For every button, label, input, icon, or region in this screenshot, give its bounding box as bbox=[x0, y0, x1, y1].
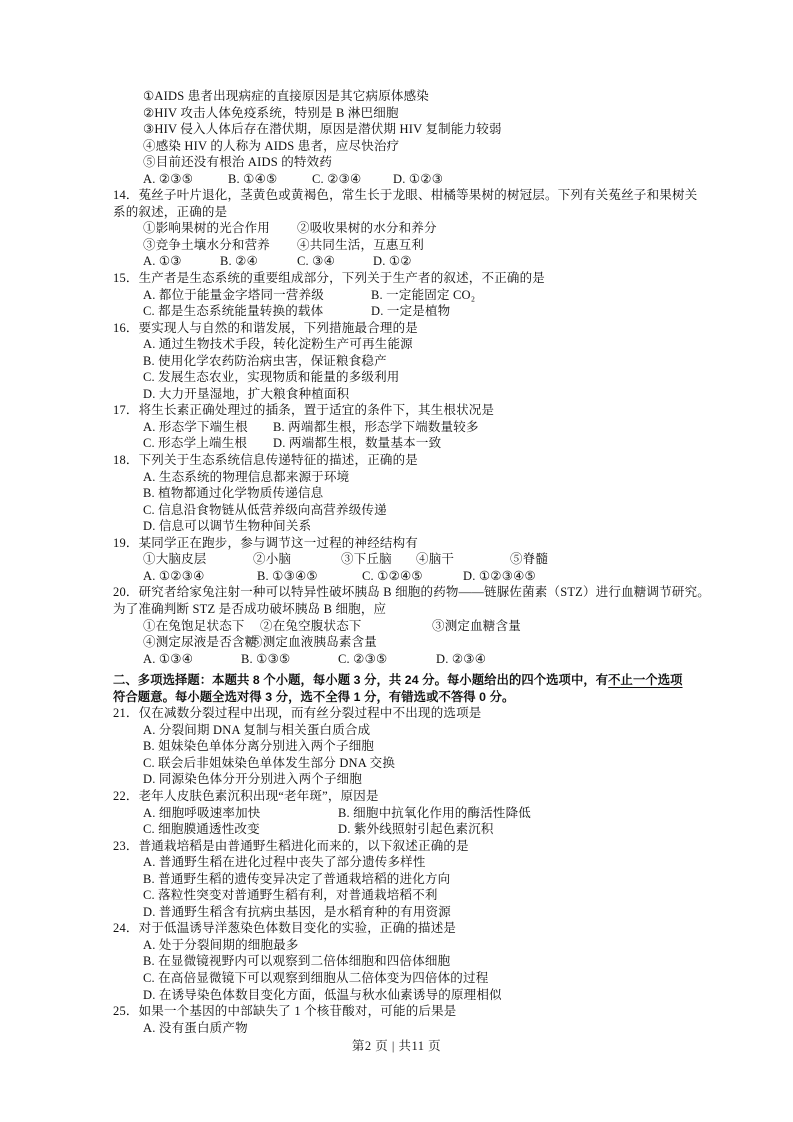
option-cell: ②小脑 bbox=[253, 552, 292, 567]
option-cell: ④共同生活，互惠互利 bbox=[297, 237, 425, 252]
text-segment: B. 植物都通过化学物质传递信息 bbox=[143, 486, 324, 501]
text-segment: ④感染 HIV 的人称为 AIDS 患者，应尽快治疗 bbox=[143, 138, 400, 153]
option-cell: C. 形态学上端生根 bbox=[143, 436, 248, 451]
question-23 bbox=[113, 838, 698, 921]
text-line bbox=[113, 689, 698, 706]
option-cell: A. ①③ bbox=[143, 254, 182, 269]
text-line bbox=[113, 634, 698, 651]
text-line bbox=[113, 121, 698, 138]
text-segment: 22．老年人皮肤色素沉积出现“老年斑”，原因是 bbox=[113, 788, 379, 803]
text-line bbox=[113, 469, 698, 486]
text-segment: D. 在诱导染色体数目变化方面，低温与秋水仙素诱导的原理相似 bbox=[143, 987, 502, 1002]
question-24 bbox=[113, 920, 698, 1003]
option-cell: D. ①②③ bbox=[393, 171, 444, 186]
option-cell: A. ①③④ bbox=[143, 651, 194, 666]
option-cell: C. ②③④ bbox=[312, 171, 362, 186]
text-segment: A. 分裂间期 DNA 复制与相关蛋白质合成 bbox=[143, 722, 371, 737]
option-cell: ①在兔饱足状态下 bbox=[143, 618, 245, 633]
text-line bbox=[113, 584, 711, 601]
text-line bbox=[113, 171, 698, 188]
text-segment: 23．普通栽培稻是由普通野生稻进化而来的，以下叙述正确的是 bbox=[113, 838, 469, 853]
text-line bbox=[113, 518, 698, 535]
option-cell: ⑤脊髓 bbox=[510, 552, 549, 567]
text-line bbox=[113, 821, 698, 838]
text-segment: C. 落粒性突变对普通野生稻有利，对普通栽培稻不利 bbox=[143, 888, 438, 903]
question-21 bbox=[113, 705, 698, 788]
option-cell: B. 一定能固定 CO₂ bbox=[371, 287, 476, 302]
option-cell: B. 两端都生根，形态学下端数量较多 bbox=[273, 419, 479, 434]
question-16 bbox=[113, 320, 698, 403]
text-line bbox=[113, 920, 698, 937]
option-cell: A. 都位于能量金字塔同一营养级 bbox=[143, 287, 324, 302]
text-segment: 16．要实现人与自然的和谐发展，下列措施最合理的是 bbox=[113, 320, 419, 335]
text-segment: 20．研究者给家兔注射一种可以特异性破坏胰岛 B 细胞的药物——链脲佐菌素（STZ）进行血糖调节研究。 bbox=[113, 585, 711, 600]
question-20 bbox=[113, 584, 711, 667]
option-cell: C. ①②④⑤ bbox=[362, 568, 423, 583]
question-19 bbox=[113, 535, 698, 585]
text-line bbox=[113, 336, 698, 353]
text-line bbox=[113, 435, 698, 452]
text-segment: D. 大力开垦湿地，扩大粮食种植面积 bbox=[143, 386, 350, 401]
option-cell: ③下丘脑 bbox=[341, 552, 392, 567]
option-cell: ②吸收果树的水分和养分 bbox=[297, 221, 437, 236]
option-cell: D. 两端都生根，数量基本一致 bbox=[273, 436, 442, 451]
text-line bbox=[113, 601, 698, 618]
text-line bbox=[113, 303, 698, 320]
text-segment: A. 没有蛋白质产物 bbox=[143, 1020, 248, 1035]
question-14 bbox=[113, 187, 698, 270]
text-segment: A. 生态系统的物理信息都来源于环境 bbox=[143, 469, 350, 484]
text-line bbox=[113, 1020, 698, 1037]
option-cell: D. ①② bbox=[373, 254, 412, 269]
text-line bbox=[113, 705, 698, 722]
text-line bbox=[113, 88, 698, 105]
text-line bbox=[113, 937, 698, 954]
option-cell: C. ②③⑤ bbox=[338, 651, 388, 666]
text-line bbox=[113, 220, 698, 237]
text-line bbox=[113, 970, 698, 987]
option-cell: D. 紫外线照射引起色素沉积 bbox=[338, 822, 494, 837]
text-line bbox=[113, 485, 698, 502]
option-cell: ⑤测定血液胰岛素含量 bbox=[250, 635, 378, 650]
text-line bbox=[113, 154, 698, 171]
option-cell: ①影响果树的光合作用 bbox=[143, 221, 271, 236]
option-cell: ②在兔空腹状态下 bbox=[260, 618, 362, 633]
text-line bbox=[113, 838, 698, 855]
text-line bbox=[113, 105, 698, 122]
text-segment: 25．如果一个基因的中部缺失了 1 个核苷酸对，可能的后果是 bbox=[113, 1004, 457, 1019]
page-indicator: 第2 页 | 共11 页 bbox=[351, 1039, 442, 1053]
text-line bbox=[113, 452, 698, 469]
option-cell: ④测定尿液是否含糖 bbox=[143, 635, 258, 650]
text-segment: C. 联会后非姐妹染色单体发生部分 DNA 交换 bbox=[143, 755, 396, 770]
text-line bbox=[113, 771, 698, 788]
exam-body bbox=[113, 88, 711, 1036]
question-17 bbox=[113, 402, 698, 452]
question-25 bbox=[113, 1003, 698, 1036]
text-segment: 19．某同学正在跑步，参与调节这一过程的神经结构有 bbox=[113, 535, 419, 550]
text-segment: D. 普通野生稻含有抗病虫基因，是水稻育种的有用资源 bbox=[143, 904, 451, 919]
text-segment: 符合题意。每小题全选对得 3 分，选不全得 1 分，有错选或不答得 0 分。 bbox=[113, 689, 515, 704]
text-segment: A. 普通野生稻在进化过程中丧失了部分遗传多样性 bbox=[143, 855, 426, 870]
text-line bbox=[113, 369, 698, 386]
text-line bbox=[113, 953, 698, 970]
option-cell: ④脑干 bbox=[416, 552, 455, 567]
text-line bbox=[113, 854, 698, 871]
text-line bbox=[113, 270, 698, 287]
text-line bbox=[113, 551, 698, 568]
option-cell: ③测定血糖含量 bbox=[432, 618, 521, 633]
text-line bbox=[113, 253, 698, 270]
option-cell: B. ①③④⑤ bbox=[257, 568, 318, 583]
text-segment: A. 通过生物技术手段，转化淀粉生产可再生能源 bbox=[143, 337, 413, 352]
question-15 bbox=[113, 270, 698, 320]
option-cell: ①大脑皮层 bbox=[143, 552, 207, 567]
text-segment: 14．菟丝子叶片退化，茎黄色或黄褐色，常生长于龙眼、柑橘等果树的树冠层。下列有关菟丝子和果树关 bbox=[113, 188, 698, 203]
text-segment: B. 普通野生稻的遗传变异决定了普通栽培稻的进化方向 bbox=[143, 871, 451, 886]
text-segment: 24．对于低温诱导洋葱染色体数目变化的实验，正确的描述是 bbox=[113, 921, 457, 936]
text-segment: C. 信息沿食物链从低营养级向高营养级传递 bbox=[143, 502, 387, 517]
text-line bbox=[113, 1003, 698, 1020]
text-line bbox=[113, 353, 698, 370]
option-cell: D. ①②③④⑤ bbox=[463, 568, 536, 583]
text-line bbox=[113, 386, 698, 403]
option-cell: D. ②③④ bbox=[436, 651, 487, 666]
text-segment: B. 使用化学农药防治病虫害，保证粮食稳产 bbox=[143, 353, 387, 368]
text-line bbox=[113, 722, 698, 739]
text-line bbox=[113, 204, 698, 221]
option-cell: A. ①②③④ bbox=[143, 568, 205, 583]
text-segment: B. 姐妹染色单体分离分别进入两个子细胞 bbox=[143, 739, 375, 754]
text-line bbox=[113, 651, 698, 668]
section-2-header bbox=[113, 672, 698, 705]
text-segment: A. 处于分裂间期的细胞最多 bbox=[143, 937, 299, 952]
text-segment: 18．下列关于生态系统信息传递特征的描述，正确的是 bbox=[113, 453, 419, 468]
option-cell: B. ①③⑤ bbox=[241, 651, 291, 666]
text-segment: D. 同源染色体分开分别进入两个子细胞 bbox=[143, 772, 363, 787]
text-line bbox=[113, 805, 698, 822]
text-segment: ⑤目前还没有根治 AIDS 的特效药 bbox=[143, 155, 333, 170]
text-segment: C. 在高倍显微镜下可以观察到细胞从二倍体变为四倍体的过程 bbox=[143, 970, 489, 985]
text-line bbox=[113, 287, 698, 304]
text-line bbox=[113, 987, 698, 1004]
text-line bbox=[113, 535, 698, 552]
option-cell: A. 形态学下端生根 bbox=[143, 419, 248, 434]
question-18 bbox=[113, 452, 698, 535]
text-line bbox=[113, 138, 698, 155]
option-cell: C. 细胞膜通透性改变 bbox=[143, 822, 260, 837]
text-line bbox=[113, 755, 698, 772]
text-segment: ②HIV 攻击人体免疫系统，特别是 B 淋巴细胞 bbox=[143, 105, 399, 120]
text-line bbox=[113, 887, 698, 904]
text-line bbox=[113, 568, 698, 585]
option-cell: B. ②④ bbox=[220, 254, 258, 269]
option-cell: B. ①④⑤ bbox=[228, 171, 278, 186]
option-cell: B. 细胞中抗氧化作用的酶活性降低 bbox=[338, 805, 531, 820]
text-segment: 15．生产者是生态系统的重要组成部分，下列关于生产者的叙述，不正确的是 bbox=[113, 271, 546, 286]
option-cell: C. 都是生态系统能量转换的载体 bbox=[143, 304, 324, 319]
option-cell: C. ③④ bbox=[297, 254, 335, 269]
question-22 bbox=[113, 788, 698, 838]
question-13-continuation bbox=[113, 88, 698, 187]
page-footer bbox=[0, 1036, 793, 1054]
text-line bbox=[113, 402, 698, 419]
text-segment: B. 在显微镜视野内可以观察到二倍体细胞和四倍体细胞 bbox=[143, 954, 451, 969]
text-segment: ③HIV 侵入人体后存在潜伏期，原因是潜伏期 HIV 复制能力较弱 bbox=[143, 122, 502, 137]
option-cell: ③竞争土壤水分和营养 bbox=[143, 237, 271, 252]
option-cell: A. 细胞呼吸速率加快 bbox=[143, 805, 261, 820]
text-line bbox=[113, 672, 698, 689]
option-cell: A. ②③⑤ bbox=[143, 171, 194, 186]
text-segment: 系的叙述，正确的是 bbox=[113, 204, 228, 219]
text-segment: 21．仅在减数分裂过程中出现，而有丝分裂过程中不出现的选项是 bbox=[113, 706, 482, 721]
text-line bbox=[113, 618, 698, 635]
text-line bbox=[113, 904, 698, 921]
text-segment: ①AIDS 患者出现病症的直接原因是其它病原体感染 bbox=[143, 89, 430, 103]
underlined-text: 不止一个选项 bbox=[608, 673, 683, 688]
text-segment: D. 信息可以调节生物种间关系 bbox=[143, 519, 312, 534]
text-line bbox=[113, 871, 698, 888]
text-line bbox=[113, 502, 698, 519]
text-segment: 二、多项选择题：本题共 8 个小题，每小题 3 分，共 24 分。每小题给出的四个选项中，有 bbox=[113, 673, 609, 688]
text-line bbox=[113, 419, 698, 436]
option-cell: D. 一定是植物 bbox=[371, 304, 451, 319]
text-segment: C. 发展生态农业，实现物质和能量的多级利用 bbox=[143, 370, 400, 385]
text-line bbox=[113, 788, 698, 805]
text-line bbox=[113, 320, 698, 337]
text-line bbox=[113, 187, 698, 204]
text-line bbox=[113, 738, 698, 755]
text-segment: 为了准确判断 STZ 是否成功破坏胰岛 B 细胞，应 bbox=[113, 601, 387, 616]
text-segment: 17．将生长素正确处理过的插条，置于适宜的条件下，其生根状况是 bbox=[113, 403, 495, 418]
text-line bbox=[113, 237, 698, 254]
